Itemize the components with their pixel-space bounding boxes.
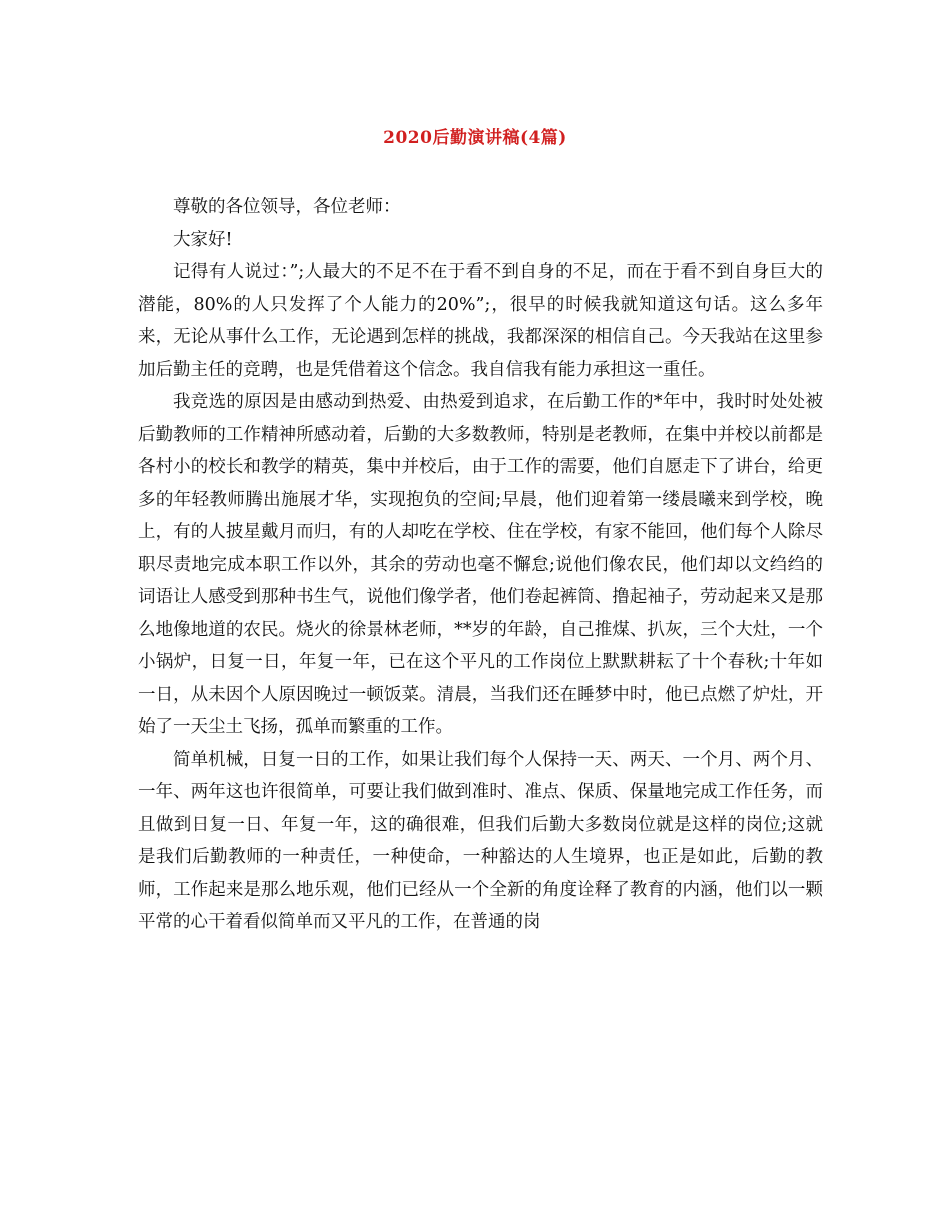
paragraph: 我竞选的原因是由感动到热爱、由热爱到追求，在后勤工作的*年中，我时时处处被后勤教师的工作精神所感动着，后勤的大多数教师，特别是老教师，在集中并校以前都是各村小的校长和教学的精英，集中并校后，由于工作的需要，他们自愿走下了讲台，给更多的年轻教师腾出施展才华，实现抱负的空间;早晨，他们迎着第一缕晨曦来到学校，晚上，有的人披星戴月而归，有的人却吃在学校、住在学校，有家不能回，他们每个人除尽职尽责地完成本职工作以外，其余的劳动也毫不懈怠;说他们像农民，他们却以文绉绉的词语让人感受到那种书生气，说他们像学者，他们卷起裤筒、撸起袖子，劳动起来又是那么地像地道的农民。烧火的徐景林老师，**岁的年龄，自己推煤、扒灰，三个大灶，一个小锅炉，日复一日，年复一年，已在这个平凡的工作岗位上默默耕耘了十个春秋;十年如一日，从未因个人原因晚过一顿饭菜。清晨，当我们还在睡梦中时，他已点燃了炉灶，开始了一天尘土飞扬，孤单而繁重的工作。 xyxy=(138,392,823,737)
paragraph: 记得有人说过：”;人最大的不足不在于看不到自身的不足，而在于看不到自身巨大的潜能，80%的人只发挥了个人能力的20%”;，很早的时候我就知道这句话。这么多年来，无论从事什么工作，无论遇到怎样的挑战，我都深深的相信自己。今天我站在这里参加后勤主任的竞聘，也是凭借着这个信念。我自信我有能力承担这一重任。 xyxy=(138,262,823,380)
salutation: 尊敬的各位领导，各位老师： xyxy=(173,197,401,217)
paragraph: 简单机械，日复一日的工作，如果让我们每个人保持一天、两天、一个月、两个月、一年、两年这也许很简单，可要让我们做到准时、准点、保质、保量地完成工作任务，而且做到日复一日、年复一年，这的确很难，但我们后勤大多数岗位就是这样的岗位;这就是我们后勤教师的一种责任，一种使命，一种豁达的人生境界，也正是如此，后勤的教师，工作起来是那么地乐观，他们已经从一个全新的角度诠释了教育的内涵，他们以一颗平常的心干着看似简单而又平凡的工作，在普通的岗 xyxy=(138,749,823,932)
document-body xyxy=(138,191,823,939)
document-title: 2020后勤演讲稿(4篇) xyxy=(383,128,567,148)
greeting: 大家好! xyxy=(173,229,233,250)
